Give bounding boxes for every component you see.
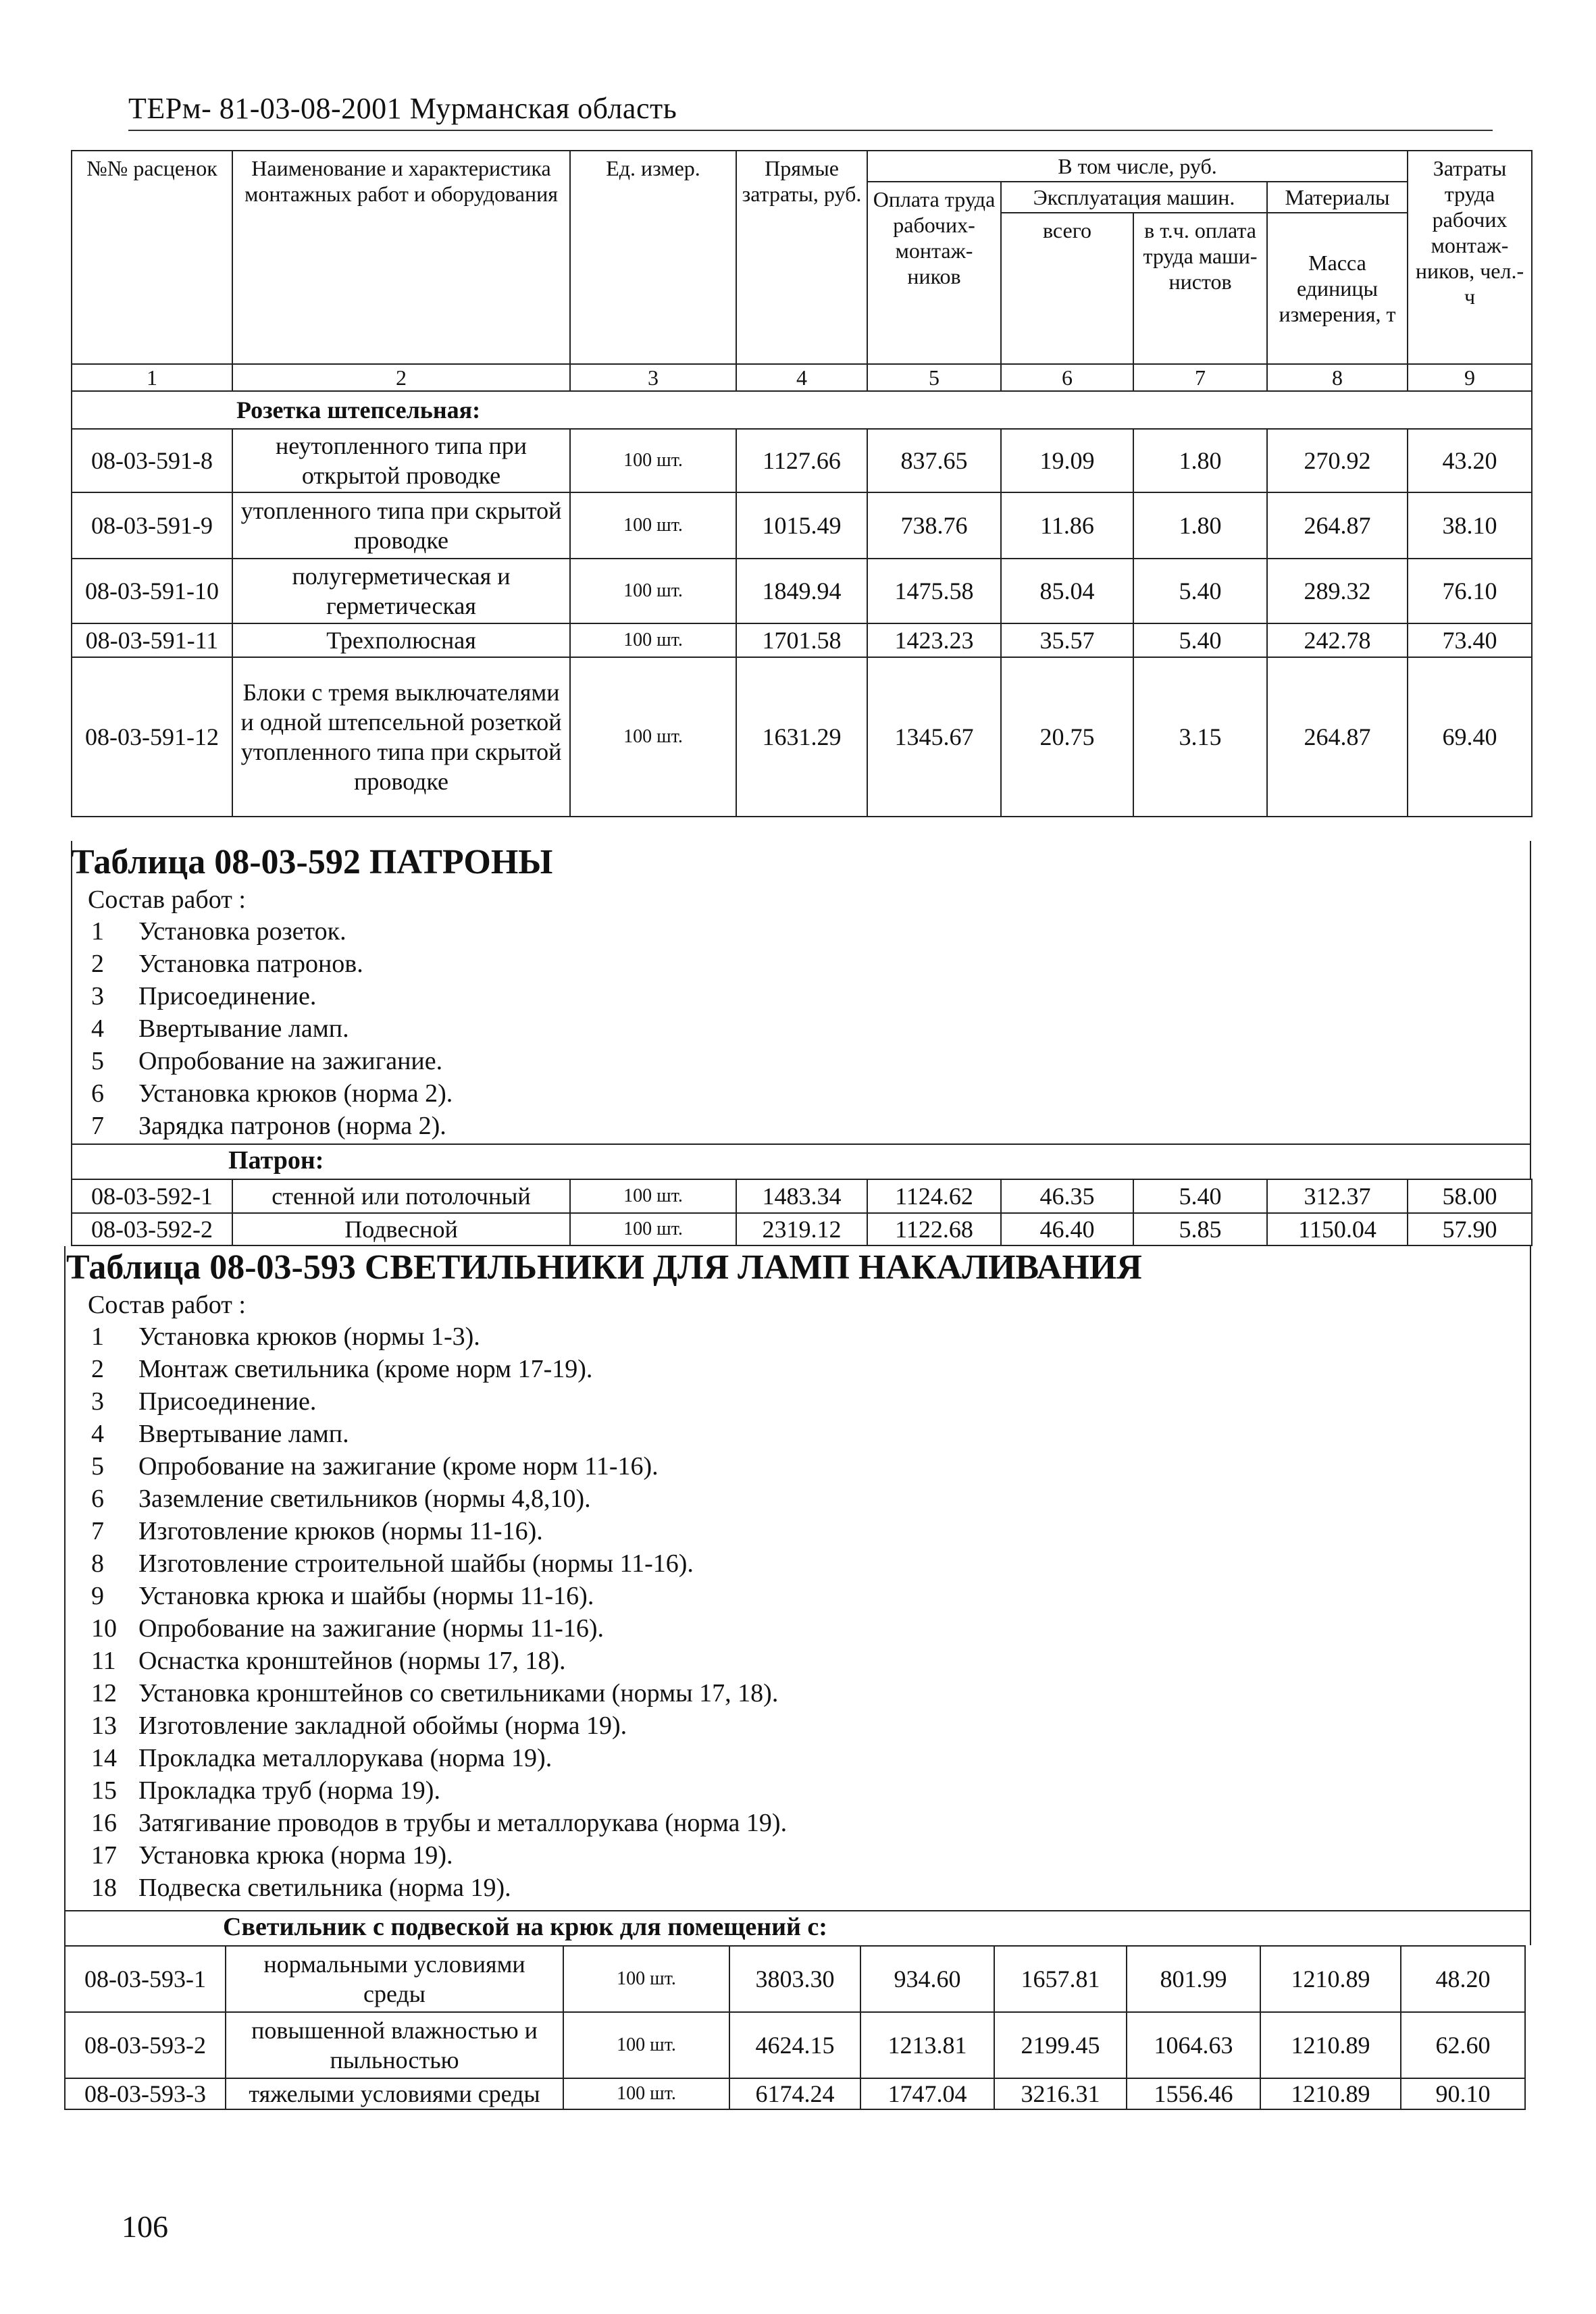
rate-code: 08-03-592-1 [72, 1179, 232, 1213]
unit: 100 шт. [570, 492, 736, 559]
operation-item: 2 Монтаж светильника (кроме норм 17-19). [91, 1355, 593, 1383]
work-name: повышенной влажностью и пыльностью [226, 2012, 563, 2078]
operation-item: 15 Прокладка труб (норма 19). [91, 1776, 440, 1805]
materials-cost: 1210.89 [1260, 2078, 1401, 2109]
table-row [72, 623, 1532, 657]
divider [71, 1143, 1530, 1145]
operation-item: 10 Опробование на зажигание (нормы 11-16). [91, 1614, 604, 1643]
operation-item: 7 Зарядка патронов (норма 2). [91, 1112, 446, 1140]
col-num: 6 [1001, 364, 1133, 391]
machine-cost: 11.86 [1001, 492, 1133, 559]
operation-item: 9 Установка крюка и шайбы (нормы 11-16). [91, 1582, 594, 1610]
col-header-code: №№ расценок [72, 151, 232, 364]
operation-item: 16 Затягивание проводов в трубы и металлорукава (норма 19). [91, 1809, 788, 1837]
labor-hours: 57.90 [1408, 1213, 1532, 1245]
labor-cost: 1345.67 [867, 657, 1001, 817]
direct-cost: 3803.30 [729, 1946, 860, 2012]
header-rule [128, 130, 1493, 131]
unit: 100 шт. [570, 429, 736, 492]
col-num: 2 [232, 364, 570, 391]
table-row [65, 1946, 1525, 2012]
rates-table-593 [64, 1945, 1526, 2110]
machinist-cost: 1556.46 [1127, 2078, 1260, 2109]
work-composition-label: Состав работ : [88, 1291, 246, 1319]
materials-cost: 242.78 [1267, 623, 1408, 657]
direct-cost: 6174.24 [729, 2078, 860, 2109]
table-row [72, 1179, 1532, 1213]
machinist-cost: 801.99 [1127, 1946, 1260, 2012]
table-row [72, 429, 1532, 492]
materials-cost: 1210.89 [1260, 2012, 1401, 2078]
col-num: 1 [72, 364, 232, 391]
work-name: неутопленного типа при открытой проводке [232, 429, 570, 492]
rate-code: 08-03-593-2 [65, 2012, 226, 2078]
labor-cost: 837.65 [867, 429, 1001, 492]
labor-hours: 69.40 [1408, 657, 1532, 817]
unit: 100 шт. [570, 623, 736, 657]
unit: 100 шт. [563, 2012, 729, 2078]
labor-hours: 76.10 [1408, 559, 1532, 623]
table-592-title: Таблица 08-03-592 ПАТРОНЫ [71, 843, 553, 881]
rate-code: 08-03-591-11 [72, 623, 232, 657]
work-name: Блоки с тремя выключателями и одной штепсельной розеткой утопленного типа при скрытой проводке [232, 657, 570, 817]
machinist-cost: 1.80 [1133, 429, 1267, 492]
machinist-cost: 5.40 [1133, 559, 1267, 623]
work-composition-label: Состав работ : [88, 885, 246, 914]
work-name: полугерметическая и герметическая [232, 559, 570, 623]
machine-cost: 1657.81 [994, 1946, 1127, 2012]
direct-cost: 1483.34 [736, 1179, 867, 1213]
machinist-cost: 3.15 [1133, 657, 1267, 817]
labor-cost: 934.60 [860, 1946, 994, 2012]
col-header-labor: Оплата труда рабочих-монтаж-ников [867, 182, 1001, 364]
machine-cost: 20.75 [1001, 657, 1133, 817]
direct-cost: 2319.12 [736, 1213, 867, 1245]
operation-item: 3 Присоединение. [91, 1387, 317, 1416]
col-header-hours: Затраты труда рабочих монтаж-ников, чел.-ч [1408, 151, 1532, 364]
machinist-cost: 1064.63 [1127, 2012, 1260, 2078]
work-name: нормальными условиями среды [226, 1946, 563, 2012]
col-num: 3 [570, 364, 736, 391]
table-row [65, 2012, 1525, 2078]
rate-code: 08-03-592-2 [72, 1213, 232, 1245]
materials-cost: 1150.04 [1267, 1213, 1408, 1245]
section-heading: Светильник с подвеской на крюк для помещений с: [223, 1913, 827, 1941]
labor-hours: 73.40 [1408, 623, 1532, 657]
labor-hours: 62.60 [1401, 2012, 1525, 2078]
labor-hours: 48.20 [1401, 1946, 1525, 2012]
rate-code: 08-03-593-1 [65, 1946, 226, 2012]
materials-cost: 1210.89 [1260, 1946, 1401, 2012]
materials-cost: 312.37 [1267, 1179, 1408, 1213]
rates-table-591 [71, 150, 1533, 817]
direct-cost: 1015.49 [736, 492, 867, 559]
col-header-mach-labor: в т.ч. оплата труда маши-нистов [1133, 213, 1267, 364]
operation-item: 11 Оснастка кронштейнов (нормы 17, 18). [91, 1647, 566, 1675]
work-name: Подвесной [232, 1213, 570, 1245]
operation-item: 5 Опробование на зажигание. [91, 1047, 443, 1075]
section-heading: Розетка штепсельная: [232, 391, 1532, 429]
col-header-materials: Материалы [1267, 182, 1408, 213]
table-row [72, 657, 1532, 817]
materials-cost: 264.87 [1267, 492, 1408, 559]
machine-cost: 3216.31 [994, 2078, 1127, 2109]
col-header-mass: Масса единицы измерения, т [1267, 213, 1408, 364]
table-row [65, 2078, 1525, 2109]
operation-item: 1 Установка розеток. [91, 917, 346, 946]
rate-code: 08-03-591-12 [72, 657, 232, 817]
work-name: тяжелыми условиями среды [226, 2078, 563, 2109]
unit: 100 шт. [563, 1946, 729, 2012]
labor-cost: 1124.62 [867, 1179, 1001, 1213]
machine-cost: 46.35 [1001, 1179, 1133, 1213]
table-row [72, 1213, 1532, 1245]
page-number: 106 [122, 2209, 168, 2244]
operation-item: 7 Изготовление крюков (нормы 11-16). [91, 1517, 543, 1545]
operation-item: 13 Изготовление закладной обоймы (норма 19). [91, 1712, 627, 1740]
materials-cost: 264.87 [1267, 657, 1408, 817]
operation-item: 6 Заземление светильников (нормы 4,8,10). [91, 1485, 591, 1513]
operation-item: 4 Ввертывание ламп. [91, 1420, 349, 1448]
direct-cost: 4624.15 [729, 2012, 860, 2078]
work-name: стенной или потолочный [232, 1179, 570, 1213]
unit: 100 шт. [570, 657, 736, 817]
machine-cost: 19.09 [1001, 429, 1133, 492]
col-num: 7 [1133, 364, 1267, 391]
operation-item: 17 Установка крюка (норма 19). [91, 1841, 453, 1870]
section-heading: Патрон: [228, 1146, 324, 1175]
machinist-cost: 1.80 [1133, 492, 1267, 559]
col-header-unit: Ед. измер. [570, 151, 736, 364]
operation-item: 18 Подвеска светильника (норма 19). [91, 1874, 511, 1902]
col-num: 5 [867, 364, 1001, 391]
page-header: ТЕРм- 81-03-08-2001 Мурманская область [128, 92, 677, 125]
machine-cost: 85.04 [1001, 559, 1133, 623]
col-header-name: Наименование и характеристика монтажных работ и оборудования [232, 151, 570, 364]
work-name: Трехполюсная [232, 623, 570, 657]
operations-list [71, 1320, 787, 1904]
unit: 100 шт. [570, 559, 736, 623]
operation-item: 1 Установка крюков (нормы 1-3). [91, 1322, 480, 1351]
machinist-cost: 5.85 [1133, 1213, 1267, 1245]
operation-item: 2 Установка патронов. [91, 950, 363, 978]
operation-item: 8 Изготовление строительной шайбы (нормы 11-16). [91, 1549, 694, 1578]
operation-item: 4 Ввертывание ламп. [91, 1014, 349, 1043]
labor-cost: 1747.04 [860, 2078, 994, 2109]
labor-hours: 38.10 [1408, 492, 1532, 559]
labor-cost: 1423.23 [867, 623, 1001, 657]
labor-hours: 58.00 [1408, 1179, 1532, 1213]
labor-cost: 1122.68 [867, 1213, 1001, 1245]
machine-cost: 2199.45 [994, 2012, 1127, 2078]
table-593-title: Таблица 08-03-593 СВЕТИЛЬНИКИ ДЛЯ ЛАМП НАКАЛИВАНИЯ [66, 1248, 1142, 1287]
materials-cost: 270.92 [1267, 429, 1408, 492]
direct-cost: 1127.66 [736, 429, 867, 492]
table-row [72, 492, 1532, 559]
rates-table-592 [71, 1179, 1533, 1246]
rate-code: 08-03-591-8 [72, 429, 232, 492]
machinist-cost: 5.40 [1133, 1179, 1267, 1213]
operation-item: 12 Установка кронштейнов со светильниками (нормы 17, 18). [91, 1679, 779, 1707]
col-num: 9 [1408, 364, 1532, 391]
machinist-cost: 5.40 [1133, 623, 1267, 657]
operation-item: 6 Установка крюков (норма 2). [91, 1079, 453, 1108]
col-header-group: В том числе, руб. [867, 151, 1408, 182]
col-header-mach-total: всего [1001, 213, 1133, 364]
labor-hours: 90.10 [1401, 2078, 1525, 2109]
rate-code: 08-03-593-3 [65, 2078, 226, 2109]
labor-cost: 1213.81 [860, 2012, 994, 2078]
unit: 100 шт. [563, 2078, 729, 2109]
operations-list [71, 915, 453, 1142]
divider [64, 1910, 1530, 1911]
direct-cost: 1701.58 [736, 623, 867, 657]
machine-cost: 46.40 [1001, 1213, 1133, 1245]
rate-code: 08-03-591-10 [72, 559, 232, 623]
direct-cost: 1631.29 [736, 657, 867, 817]
unit: 100 шт. [570, 1213, 736, 1245]
direct-cost: 1849.94 [736, 559, 867, 623]
col-header-machines: Эксплуатация машин. [1001, 182, 1267, 213]
unit: 100 шт. [570, 1179, 736, 1213]
labor-cost: 1475.58 [867, 559, 1001, 623]
machine-cost: 35.57 [1001, 623, 1133, 657]
labor-cost: 738.76 [867, 492, 1001, 559]
col-header-direct: Прямые затраты, руб. [736, 151, 867, 364]
table-row [72, 559, 1532, 623]
col-num: 8 [1267, 364, 1408, 391]
rate-code: 08-03-591-9 [72, 492, 232, 559]
work-name: утопленного типа при скрытой проводке [232, 492, 570, 559]
col-num: 4 [736, 364, 867, 391]
materials-cost: 289.32 [1267, 559, 1408, 623]
operation-item: 14 Прокладка металлорукава (норма 19). [91, 1744, 552, 1772]
operation-item: 3 Присоединение. [91, 982, 317, 1010]
labor-hours: 43.20 [1408, 429, 1532, 492]
operation-item: 5 Опробование на зажигание (кроме норм 11-16). [91, 1452, 659, 1481]
